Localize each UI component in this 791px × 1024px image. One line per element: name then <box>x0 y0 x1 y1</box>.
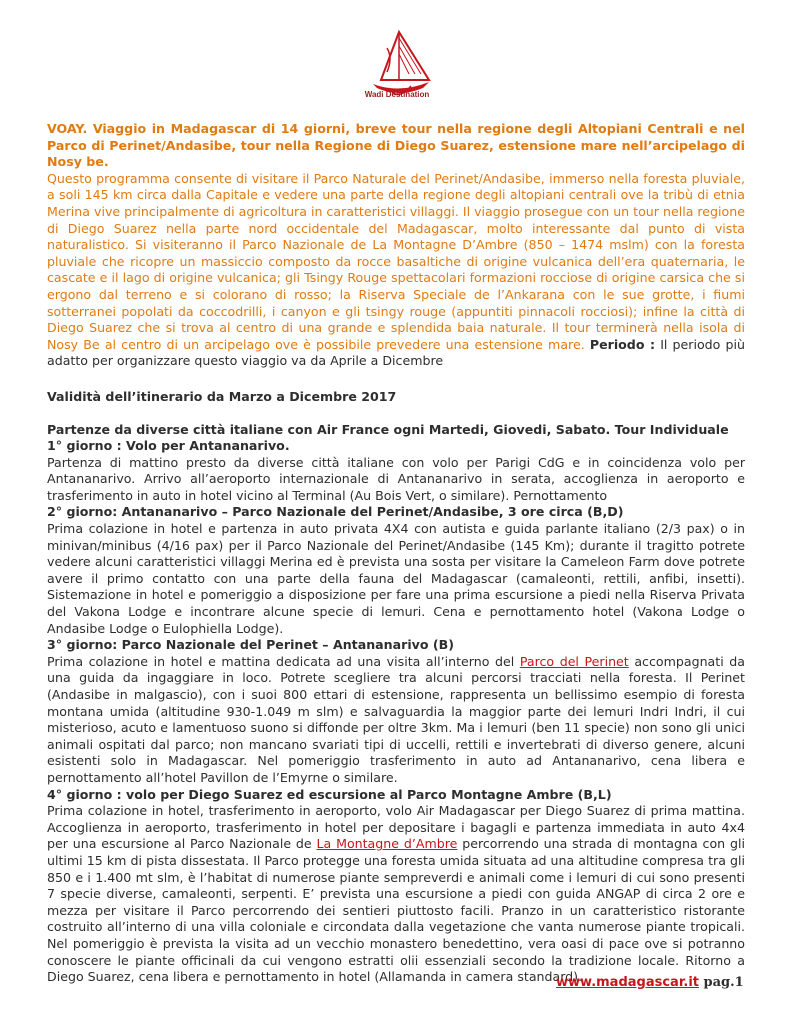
website-link[interactable]: www.madagascar.it <box>556 975 699 990</box>
validity-heading: Validità dell’itinerario da Marzo a Dicembre 2017 <box>47 388 397 404</box>
montagne-ambre-link[interactable]: La Montagne d’Ambre <box>316 836 458 852</box>
day-4-text-after: percorrendo una strada di montagna con gli ultimi 15 km di pista dissestata. Il Parco protegge una foresta umida situata ad una altitudine compresa tra gli 850 e i 1.400 mt slm, è l’habitat di numerose piante sempreverdi e animali come i lemuri di cui sono presenti 7 specie diverse, camaleonti, serpenti. E’ prevista una escursione a piedi con guida ANGAP di circa 2 ore e mezza per visitare il Parco percorrendo dei sentieri piuttosto facili. Pranzo in un caratteristico ristorante costruito all’interno di una villa coloniale e circondata dalla vegetazione che vanta numerose piante tropicali. Nel pomeriggio è prevista la visita ad un vecchio monastero benedettino, vera oasi di pace ove si potranno conoscere le piante officinali da cui vengono estratti olii essenziali secondo la tradizione locale. Ritorno a Diego Suarez, cena libera e pernottamento in hotel (Allamanda in camera standard). <box>47 836 745 985</box>
day-2-text: Prima colazione in hotel e partenza in auto privata 4X4 con autista e guida parlante italiano (2/3 pax) o in minivan/minibus (4/16 pax) per il Parco Nazionale del Perinet/Andasibe (145 Km); durante il tragitto potrete vedere alcuni caratteristici villaggi Merina ed è prevista una sosta per visitare la Cameleon Farm dove potrete avere il primo contatto con una parte della fauna del Madagascar (camaleonti, rettili, anfibi, insetti). Sistemazione in hotel e pomeriggio a disposizione per fare una prima escursione a piedi nella Riserva Privata del Vakona Lodge e incontrare alcune specie di lemuri. Cena e pernottamento hotel (Vakona Lodge o Andasibe Lodge o Eulophiella Lodge). <box>47 521 745 636</box>
day-4-text <box>47 803 745 986</box>
page-number: pag.1 <box>699 975 744 990</box>
trip-title: VOAY. Viaggio in Madagascar di 14 giorni, breve tour nella regione degli Altopiani Centrali e nel Parco di Perinet/Andasibe, tour nella Regione di Diego Suarez, estensione mare nell’arcipelago di Nosy be. <box>47 121 745 170</box>
logo-text: Wadi Destination <box>364 90 430 99</box>
period-label: Periodo : <box>589 336 656 352</box>
departures-heading: Partenze da diverse città italiane con Air France ogni Martedi, Giovedi, Sabato. Tour Individuale <box>47 421 729 437</box>
day-1-text: Partenza di mattino presto da diverse città italiane con volo per Parigi CdG e in coincidenza volo per Antananarivo. Arrivo all’aeroporto internazionale di Antananarivo in serata, accoglienza in aeroporto e trasferimento in auto in hotel vicino al Terminal (Au Bois Vert, o similare). Pernottamento <box>47 454 745 503</box>
day-4-title: 4° giorno : volo per Diego Suarez ed escursione al Parco Montagne Ambre (B,L) <box>47 786 612 802</box>
period-text: Il periodo più adatto per organizzare questo viaggio va da Aprile a Dicembre <box>47 336 745 369</box>
day-2-title: 2° giorno: Antananarivo – Parco Nazionale del Perinet/Andasibe, 3 ore circa (B,D) <box>47 504 624 520</box>
parco-perinet-link[interactable]: Parco del Perinet <box>519 653 629 669</box>
day-1-title: 1° giorno : Volo per Antananarivo. <box>47 438 290 454</box>
day-3-text <box>47 654 745 787</box>
intro-paragraph <box>47 171 745 370</box>
intro-text: Questo programma consente di visitare il Parco Naturale del Perinet/Andasibe, immerso nella foresta pluviale, a soli 145 km circa dalla Capitale e vedere una parte della regione degli altopiani centrali ove la tribù di etnia Merina vive principalmente di agricoltura in caratteristici villaggi. Il viaggio prosegue con un tour nella regione di Diego Suarez nella parte nord occidentale del Madagascar, molto interessante dal punto di vista naturalistico. Si visiteranno il Parco Nazionale de La Montagne D’Ambre (850 – 1474 mslm) con la foresta pluviale che ricopre un massiccio composto da rocce basaltiche di origine vulcanica dell’era quaternaria, le cascate e il lago di origine vulcanica; gli Tsingy Rouge spettacolari formazioni rocciose di origine carsica che si ergono dal terreno e si colorano di rosso; la Riserva Speciale de l’Ankarana con le sue grotte, i fiumi sotterranei popolati da coccodrilli, i canyon e gli tsingy rouge (appuntiti pinnacoli rocciosi); infine la città di Diego Suarez che si trova al centro di una grande e splendida baia naturale. Il tour terminerà nella isola di Nosy Be al centro di un arcipelago ove è possibile prevedere una estensione mare. <box>47 170 745 352</box>
day-3-title: 3° giorno: Parco Nazionale del Perinet – Antananarivo (B) <box>47 637 455 653</box>
day-3-text-before: Prima colazione in hotel e mattina dedicata ad una visita all’interno del <box>47 653 520 669</box>
day-4-text-before: Prima colazione in hotel, trasferimento in aeroporto, volo Air Madagascar per Diego Suarez di prima mattina. Accoglienza in aeroporto, trasferimento in hotel per depositare i bagagli e partenza immediata in auto 4x4 per una escursione al Parco Nazionale de <box>47 803 745 852</box>
document-body <box>47 121 745 986</box>
day-3-text-after: accompagnati da una guida da ingaggiare in loco. Potrete scegliere tra alcuni percorsi tracciati nella foresta. Il Perinet (Andasibe in malgascio), con i suoi 800 ettari di estensione, rappresenta un bellissimo esempio di foresta montana umida (altitudine 930-1.049 m slm) e salvaguardia la maggior parte dei lemuri Indri Indri, il cui misterioso, acuto e lamentuoso suono si diffonde per oltre 3km. Ma i lemuri (ben 11 specie) non sono gli unici animali ospitati dal parco; non mancano svariati tipi di uccelli, rettili e invertebrati di diverso genere, alcuni esistenti solo in Madagascar. Nel pomeriggio trasferimento in auto ad Antananarivo, cena libera e pernottamento all’hotel Pavillon de l’Emyrne o similare. <box>47 653 745 785</box>
page-footer <box>556 975 744 990</box>
